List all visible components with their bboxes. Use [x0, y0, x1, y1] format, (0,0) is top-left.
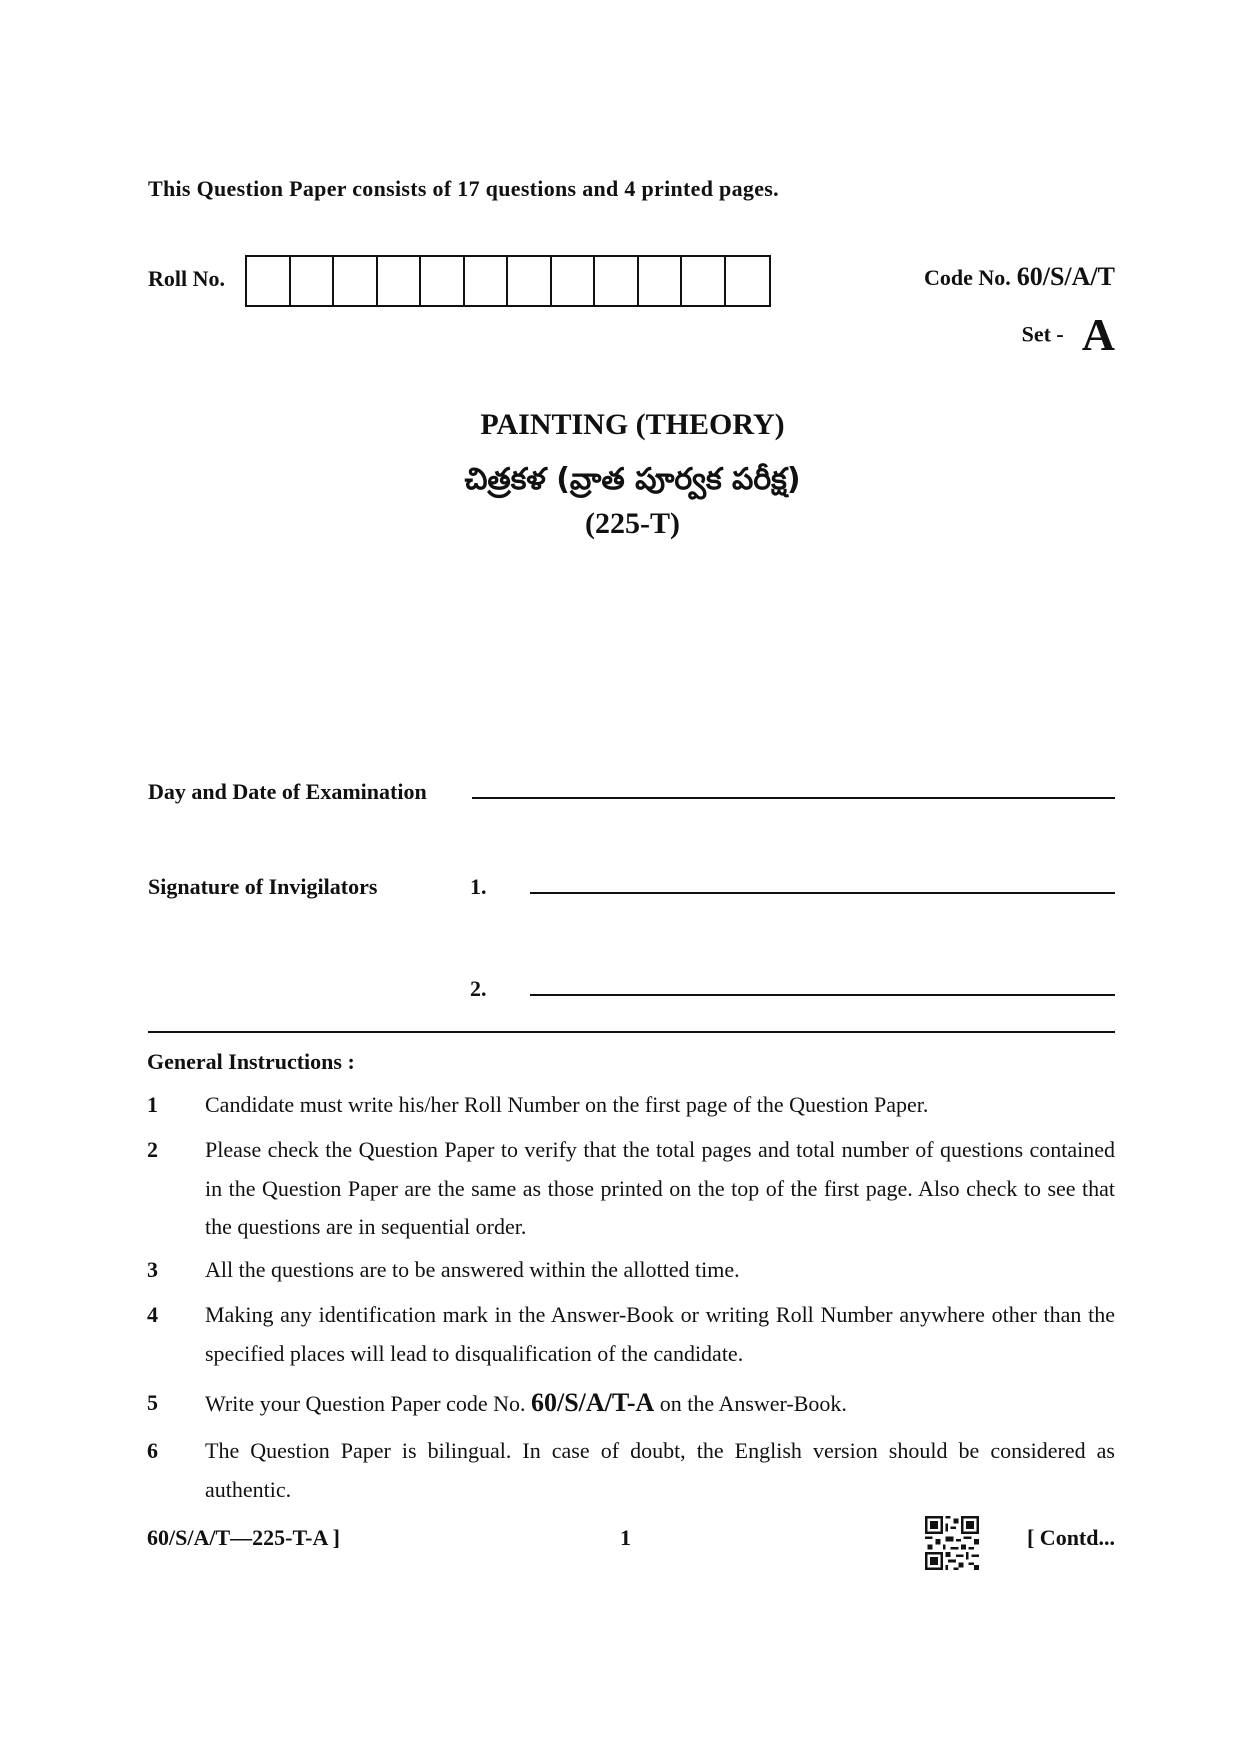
exam-date-line[interactable]	[472, 797, 1115, 799]
instruction-text	[205, 1384, 1115, 1424]
general-instructions-heading: General Instructions :	[147, 1049, 355, 1074]
instruction-text-before: Write your Question Paper code No.	[205, 1391, 526, 1416]
roll-number-box[interactable]	[508, 257, 552, 305]
instruction-text: All the questions are to be answered within the allotted time.	[205, 1257, 740, 1282]
footer-paper-code: 60/S/A/T—225-T-A ]	[147, 1525, 340, 1550]
instruction-item	[147, 1432, 1115, 1509]
instruction-item	[147, 1086, 1115, 1125]
set-indicator	[1022, 308, 1115, 361]
answer-book-code: 60/S/A/T-A	[530, 1388, 655, 1417]
instruction-number: 1	[147, 1092, 158, 1117]
instruction-number: 2	[147, 1137, 158, 1162]
instruction-text-after: on the Answer-Book.	[659, 1391, 847, 1416]
roll-number-box[interactable]	[552, 257, 596, 305]
instruction-number: 4	[147, 1302, 158, 1327]
roll-number-box[interactable]	[465, 257, 509, 305]
paper-title-telugu: చిత్రకళ (వ్రాత పూర్వక పరీక్ష)	[464, 462, 801, 497]
instruction-item	[147, 1384, 1115, 1424]
roll-number-box[interactable]	[334, 257, 378, 305]
instruction-item	[147, 1296, 1115, 1373]
roll-number-box[interactable]	[291, 257, 335, 305]
instruction-text: Making any identification mark in the Answer-Book or writing Roll Number anywhere other than the specified places will lead to disqualification of the candidate.	[205, 1302, 1115, 1366]
signature-line-2[interactable]	[530, 994, 1115, 996]
invigilator-signature-label: Signature of Invigilators	[148, 874, 378, 899]
instruction-text: Please check the Question Paper to verify that the total pages and total number of questions contained in the Question Paper are the same as those printed on the top of the first page. Also check to see that the questions are in sequential order.	[205, 1137, 1115, 1239]
roll-number-box[interactable]	[421, 257, 465, 305]
instruction-text: Candidate must write his/her Roll Number on the first page of the Question Paper.	[205, 1092, 929, 1117]
code-number-label: Code No.	[923, 265, 1011, 290]
set-value: A	[1081, 309, 1115, 360]
instruction-number: 6	[147, 1438, 158, 1463]
roll-number-box[interactable]	[682, 257, 726, 305]
roll-number-box[interactable]	[639, 257, 683, 305]
roll-number-box[interactable]	[247, 257, 291, 305]
code-number	[924, 262, 1115, 292]
code-number-value: 60/S/A/T	[1016, 262, 1115, 291]
instruction-text: The Question Paper is bilingual. In case of doubt, the English version should be considered as authentic.	[205, 1438, 1115, 1502]
instruction-item	[147, 1131, 1115, 1247]
qr-code-icon	[925, 1516, 979, 1570]
roll-number-box[interactable]	[726, 257, 770, 305]
roll-number-label: Roll No.	[148, 266, 225, 291]
instruction-item	[147, 1251, 1115, 1290]
signature-number-2: 2.	[470, 976, 487, 1001]
exam-date-label: Day and Date of Examination	[148, 779, 427, 804]
signature-number-1: 1.	[470, 874, 487, 899]
page-number: 1	[620, 1525, 631, 1550]
question-paper-summary: This Question Paper consists of 17 questions and 4 printed pages.	[148, 176, 779, 201]
signature-line-1[interactable]	[530, 892, 1115, 894]
roll-number-boxes[interactable]	[245, 255, 771, 307]
roll-number-box[interactable]	[378, 257, 422, 305]
paper-code: (225-T)	[585, 507, 680, 540]
instruction-number: 5	[147, 1390, 158, 1415]
paper-title: PAINTING (THEORY)	[480, 408, 785, 441]
roll-number-box[interactable]	[595, 257, 639, 305]
instruction-number: 3	[147, 1257, 158, 1282]
set-label: Set -	[1021, 321, 1064, 347]
continued-note: [ Contd...	[1026, 1525, 1115, 1550]
section-divider	[148, 1031, 1115, 1033]
